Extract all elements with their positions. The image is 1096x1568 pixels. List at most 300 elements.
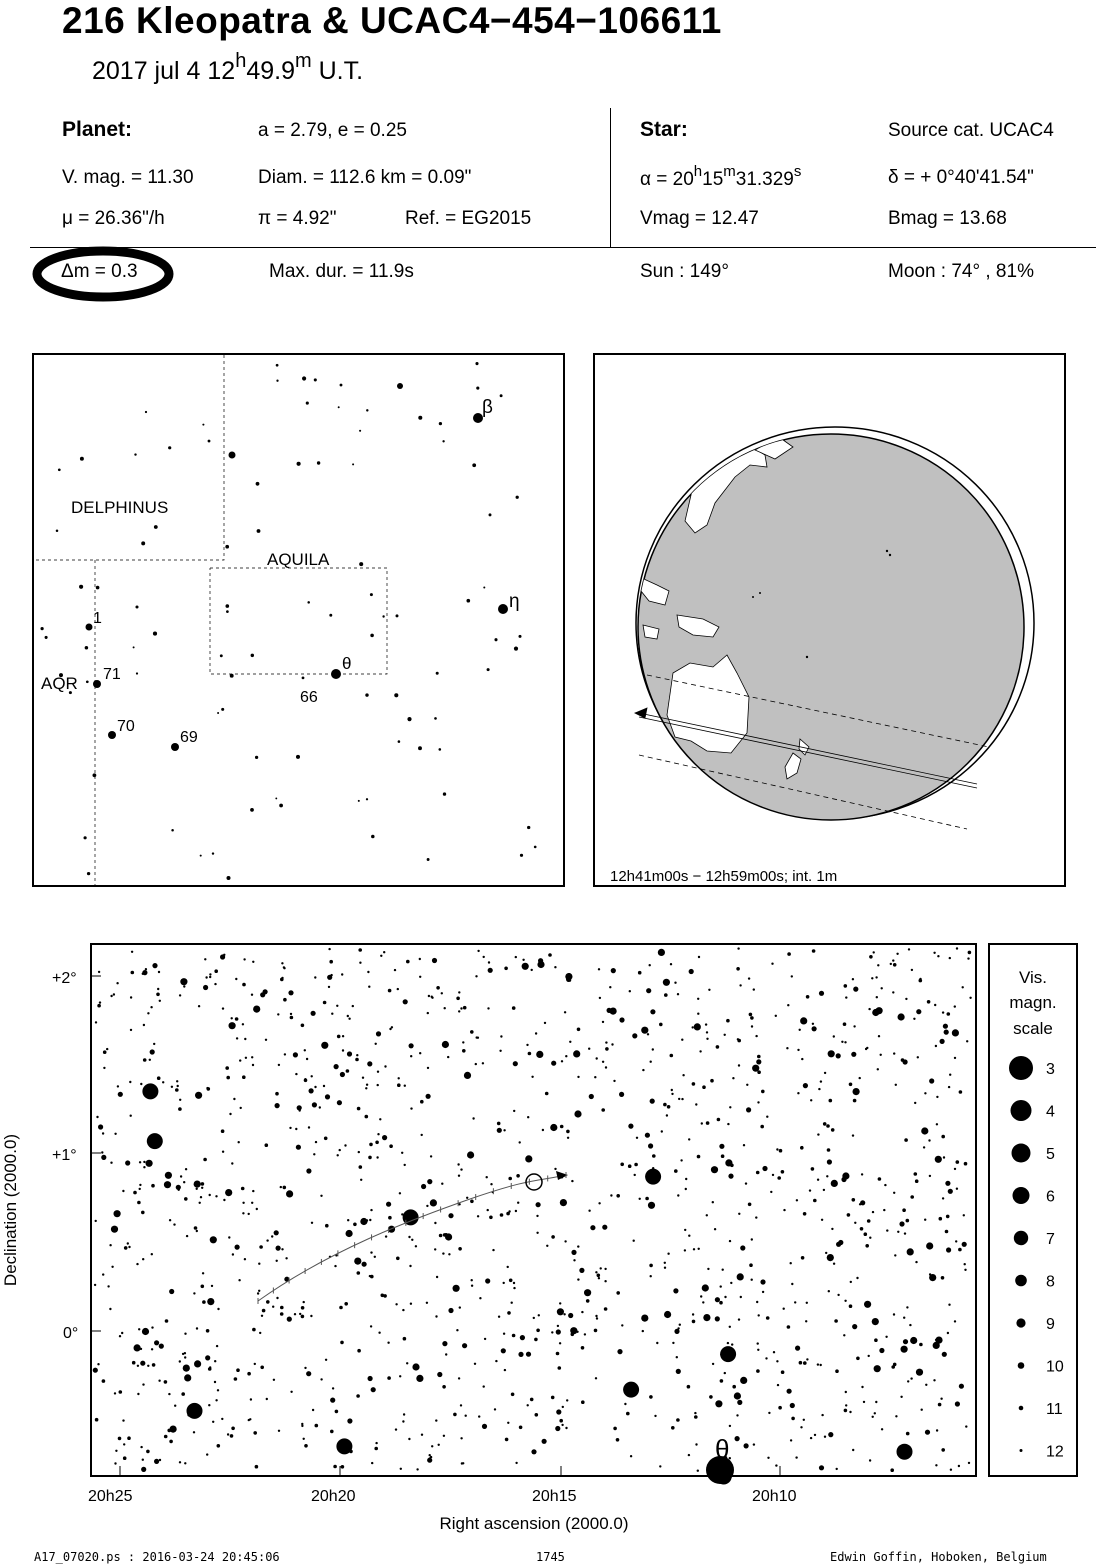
finder-star [86, 624, 93, 631]
field-star [427, 1179, 432, 1184]
field-star [398, 1077, 400, 1079]
field-star [852, 1134, 854, 1136]
field-star [383, 1294, 387, 1298]
field-star [409, 1265, 411, 1267]
finder-star [86, 680, 89, 683]
field-star [728, 1174, 733, 1179]
finder-star [133, 646, 135, 648]
field-star [421, 1134, 423, 1136]
finder-star [45, 636, 48, 639]
field-star [833, 1263, 835, 1265]
field-star [693, 1248, 695, 1250]
field-star [222, 1007, 224, 1009]
finder-star [256, 482, 260, 486]
field-star [337, 1035, 341, 1039]
field-star [176, 1080, 178, 1082]
field-star [325, 1094, 330, 1099]
field-star [110, 1162, 112, 1164]
field-star [724, 1034, 726, 1036]
field-star [760, 1125, 764, 1129]
field-star [358, 948, 362, 952]
field-star [676, 1418, 680, 1422]
field-star [738, 1213, 740, 1215]
field-star [667, 1105, 671, 1109]
field-star [406, 1362, 408, 1364]
field-star [107, 1285, 109, 1287]
field-star [595, 1377, 597, 1379]
field-star [959, 1384, 964, 1389]
field-star [732, 1385, 736, 1389]
field-star [942, 1197, 944, 1199]
field-star [536, 1051, 543, 1058]
field-star [205, 976, 207, 978]
finder-star [250, 808, 254, 812]
field-star [790, 1403, 795, 1408]
field-star [426, 1302, 428, 1304]
finder-star [58, 468, 61, 471]
field-star [184, 1374, 191, 1381]
field-star [458, 991, 460, 993]
field-star [853, 1025, 855, 1027]
field-star [184, 1197, 188, 1201]
finder-stars [41, 362, 537, 880]
field-star [679, 1324, 681, 1326]
field-star [806, 1358, 808, 1360]
field-star [410, 1303, 412, 1305]
finder-star [296, 755, 300, 759]
field-star [812, 1026, 817, 1031]
field-star [339, 1149, 341, 1151]
field-star [899, 1221, 904, 1226]
finder-star [230, 674, 234, 678]
field-star [482, 1424, 487, 1429]
field-star [441, 992, 443, 994]
field-star [969, 997, 971, 999]
star-vmag: Vmag = 12.47 [640, 208, 759, 229]
field-star [421, 1184, 426, 1189]
earth-globe-panel [593, 353, 1066, 887]
field-star [124, 1246, 128, 1250]
field-star [727, 1123, 729, 1125]
field-star [756, 1369, 760, 1373]
field-star [619, 1017, 624, 1022]
field-star [756, 1171, 760, 1175]
field-star [432, 958, 437, 963]
field-star [820, 1080, 822, 1082]
field-star [227, 1433, 229, 1435]
field-star [895, 1084, 897, 1086]
field-star [366, 1219, 368, 1221]
field-star [803, 1212, 807, 1216]
field-star [916, 1369, 923, 1376]
field-star [460, 1404, 462, 1406]
finder-star [171, 743, 179, 751]
field-star [306, 1058, 308, 1060]
finder-star [141, 541, 145, 545]
field-star [95, 1418, 99, 1422]
field-star [484, 1338, 486, 1340]
field-star [755, 1035, 757, 1037]
planet-heading: Planet: [62, 118, 133, 141]
field-star [772, 1174, 774, 1176]
field-star [486, 1176, 488, 1178]
field-star [817, 1133, 819, 1135]
field-star [927, 1000, 931, 1004]
field-star [968, 1462, 970, 1464]
field-star [152, 963, 157, 968]
field-star [94, 1284, 96, 1286]
field-star [954, 1168, 956, 1170]
field-star [884, 1184, 886, 1186]
theta-label: θ [715, 1434, 730, 1464]
field-star [362, 1077, 364, 1079]
field-star [151, 1348, 153, 1350]
field-star [139, 1161, 141, 1163]
finder-star [365, 693, 368, 696]
field-star [196, 1188, 198, 1190]
field-star [472, 1117, 474, 1119]
field-star [667, 1253, 669, 1255]
field-star [581, 1346, 585, 1350]
field-star [174, 1405, 176, 1407]
field-star [513, 1110, 515, 1112]
field-star [329, 960, 333, 964]
field-star [378, 1332, 380, 1334]
field-star [929, 1175, 931, 1177]
finder-star [527, 826, 530, 829]
field-star [140, 1083, 142, 1085]
field-star [684, 1229, 686, 1231]
field-star [766, 1316, 770, 1320]
field-star [140, 1361, 145, 1366]
field-star [698, 956, 700, 958]
legend-dot [1020, 1449, 1023, 1452]
field-star [859, 1077, 861, 1079]
field-star [142, 973, 144, 975]
finder-star [397, 383, 403, 389]
field-star [744, 1443, 749, 1448]
field-star [354, 1258, 361, 1265]
field-star [416, 1468, 418, 1470]
field-star [205, 1355, 210, 1360]
field-star [151, 1253, 153, 1255]
field-star [143, 1024, 145, 1026]
field-star [328, 948, 330, 950]
field-star [487, 1007, 489, 1009]
field-star [671, 1089, 673, 1091]
field-star [938, 1403, 942, 1407]
field-star [478, 1415, 480, 1417]
field-star [616, 1291, 620, 1295]
field-star [295, 1073, 297, 1075]
field-star [512, 1334, 516, 1338]
field-star [877, 964, 879, 966]
field-star [831, 1180, 838, 1187]
field-star [867, 1219, 871, 1223]
field-star [778, 1406, 782, 1410]
field-star [598, 968, 600, 970]
field-star [164, 1380, 168, 1384]
field-star [803, 1361, 807, 1365]
field-star [551, 1061, 556, 1066]
field-star [179, 1461, 181, 1463]
field-star [861, 1386, 863, 1388]
field-star [868, 1008, 870, 1010]
field-star [566, 1399, 568, 1401]
field-star [579, 1268, 584, 1273]
field-star [528, 1052, 532, 1056]
field-star [617, 1349, 622, 1354]
field-star [374, 1447, 378, 1451]
field-star [745, 1182, 747, 1184]
field-star [964, 1263, 966, 1265]
field-star [442, 1385, 446, 1389]
field-star [676, 1356, 678, 1358]
field-star [228, 1236, 230, 1238]
finder-star [84, 836, 87, 839]
field-star [907, 1380, 909, 1382]
field-star [214, 969, 218, 973]
field-star [462, 1049, 466, 1053]
field-star [102, 1379, 106, 1383]
field-star [836, 1468, 838, 1470]
field-star [164, 1435, 168, 1439]
field-star [933, 1342, 940, 1349]
field-star [290, 1013, 292, 1015]
field-star [527, 1404, 529, 1406]
field-star [367, 971, 369, 973]
field-star [458, 1175, 460, 1177]
field-star [674, 1169, 678, 1173]
field-star [206, 1329, 210, 1333]
field-star [411, 1239, 413, 1241]
field-star [159, 1000, 161, 1002]
field-star [649, 1203, 651, 1205]
finder-star [306, 402, 309, 405]
field-star [903, 1339, 908, 1344]
field-star [697, 998, 699, 1000]
field-star [431, 996, 433, 998]
field-star [494, 1408, 496, 1410]
field-star [356, 1394, 360, 1398]
field-star [781, 1370, 785, 1374]
finder-star [276, 380, 278, 382]
field-star [152, 1363, 156, 1367]
field-star [241, 1187, 245, 1191]
field-star [749, 1263, 753, 1267]
field-star [941, 1276, 945, 1280]
field-star [649, 964, 651, 966]
field-star [915, 1261, 917, 1263]
finder-star [466, 599, 470, 603]
field-star [801, 1058, 803, 1060]
field-star [646, 988, 651, 993]
field-star [561, 1424, 563, 1426]
field-star [812, 1023, 814, 1025]
field-star [956, 947, 958, 949]
field-star [779, 1149, 783, 1153]
field-star [613, 1427, 617, 1431]
legend-mag-label: 7 [1046, 1231, 1055, 1248]
field-star [159, 1459, 161, 1461]
field-star [456, 997, 460, 1001]
field-star [320, 1378, 322, 1380]
field-star [559, 1302, 561, 1304]
field-star [162, 1081, 164, 1083]
field-star [193, 1292, 195, 1294]
field-star [419, 976, 421, 978]
field-star [801, 1256, 805, 1260]
field-star [602, 1225, 607, 1230]
field-star [844, 1041, 846, 1043]
field-star [208, 1404, 210, 1406]
field-star [106, 1048, 108, 1050]
field-star [556, 1352, 560, 1356]
field-star [376, 1031, 381, 1036]
field-star [357, 1349, 361, 1353]
field-star [560, 1125, 564, 1129]
label-71: 71 [103, 666, 121, 683]
field-star [442, 1252, 444, 1254]
field-star [111, 1266, 113, 1268]
field-star [948, 1086, 950, 1088]
field-star [934, 1004, 936, 1006]
planet-orbit: a = 2.79, e = 0.25 [258, 120, 407, 141]
field-star [751, 1025, 753, 1027]
bright-star [720, 1346, 736, 1362]
field-star [169, 1219, 171, 1221]
finder-star [483, 586, 485, 588]
field-star [737, 947, 739, 949]
label-1: 1 [93, 610, 102, 627]
field-star [504, 967, 508, 971]
field-star [678, 1098, 680, 1100]
field-star [448, 1253, 450, 1255]
x-tick-2025: 20h25 [88, 1488, 133, 1505]
field-star [266, 1300, 270, 1304]
field-star [865, 1048, 867, 1050]
field-star [95, 1220, 97, 1222]
field-star [216, 1345, 218, 1347]
field-star [168, 1393, 170, 1395]
field-star [820, 1364, 822, 1366]
planet-mu: μ = 26.36"/h [62, 208, 165, 229]
bright-star [336, 1438, 352, 1454]
field-star [786, 1047, 788, 1049]
field-star [238, 1279, 240, 1281]
label-beta: β [482, 397, 493, 418]
field-star [369, 1275, 371, 1277]
field-star [906, 1306, 908, 1308]
field-star [967, 957, 969, 959]
field-star [118, 1437, 122, 1441]
field-star [688, 1138, 690, 1140]
field-star [184, 1462, 186, 1464]
field-star [416, 1375, 423, 1382]
field-star [893, 1313, 895, 1315]
field-star [164, 1181, 171, 1188]
field-star [276, 1297, 278, 1299]
field-star [628, 1164, 632, 1168]
field-star [739, 984, 741, 986]
field-star [702, 1284, 709, 1291]
field-star [251, 1056, 253, 1058]
field-star [810, 1099, 812, 1101]
field-star [434, 1222, 436, 1224]
y-axis-title: Declination (2000.0) [1, 1133, 20, 1287]
field-star [712, 1201, 714, 1203]
field-star [459, 1306, 461, 1308]
field-star [275, 1092, 279, 1096]
field-star [131, 951, 133, 953]
field-star [231, 1162, 233, 1164]
field-star [809, 1189, 811, 1191]
field-star [561, 1060, 563, 1062]
field-star [824, 1072, 826, 1074]
field-star [791, 975, 793, 977]
field-star [621, 1324, 623, 1326]
field-star [259, 1332, 261, 1334]
field-star [234, 1377, 238, 1381]
field-star [299, 1313, 301, 1315]
finder-star [331, 669, 341, 679]
field-star [850, 1281, 852, 1283]
field-star [787, 1389, 792, 1394]
finder-star [297, 462, 301, 466]
field-star [140, 1348, 142, 1350]
field-star [720, 1379, 724, 1383]
field-star [211, 1285, 213, 1287]
field-star [266, 1239, 268, 1241]
field-star [435, 1419, 437, 1421]
field-star [872, 1416, 874, 1418]
legend-mag-label: 10 [1046, 1358, 1064, 1376]
finder-star [153, 632, 157, 636]
field-star [919, 1343, 923, 1347]
field-star [736, 1414, 738, 1416]
field-star [492, 1249, 494, 1251]
legend-dot [1012, 1144, 1031, 1163]
field-star [157, 988, 159, 990]
field-star [893, 1052, 895, 1054]
field-star [828, 1290, 830, 1292]
field-star [730, 1282, 732, 1284]
field-star [427, 1012, 429, 1014]
field-star [722, 1269, 724, 1271]
field-star [352, 1005, 354, 1007]
bright-star [187, 1403, 203, 1419]
field-star [875, 1401, 877, 1403]
field-star [151, 1326, 153, 1328]
field-star [231, 1427, 235, 1431]
field-star [717, 1118, 721, 1122]
field-star [757, 1055, 761, 1059]
field-star [531, 1449, 536, 1454]
field-star [755, 1216, 757, 1218]
field-star [869, 1237, 871, 1239]
field-star [400, 1468, 402, 1470]
field-star [531, 1076, 533, 1078]
field-star [753, 1443, 755, 1445]
field-star [394, 969, 396, 971]
field-star [201, 1187, 203, 1189]
field-star [715, 1297, 720, 1302]
field-star [604, 1280, 606, 1282]
field-star [925, 1430, 930, 1435]
finder-star [407, 717, 411, 721]
field-star [913, 1018, 915, 1020]
field-star [706, 1214, 708, 1216]
